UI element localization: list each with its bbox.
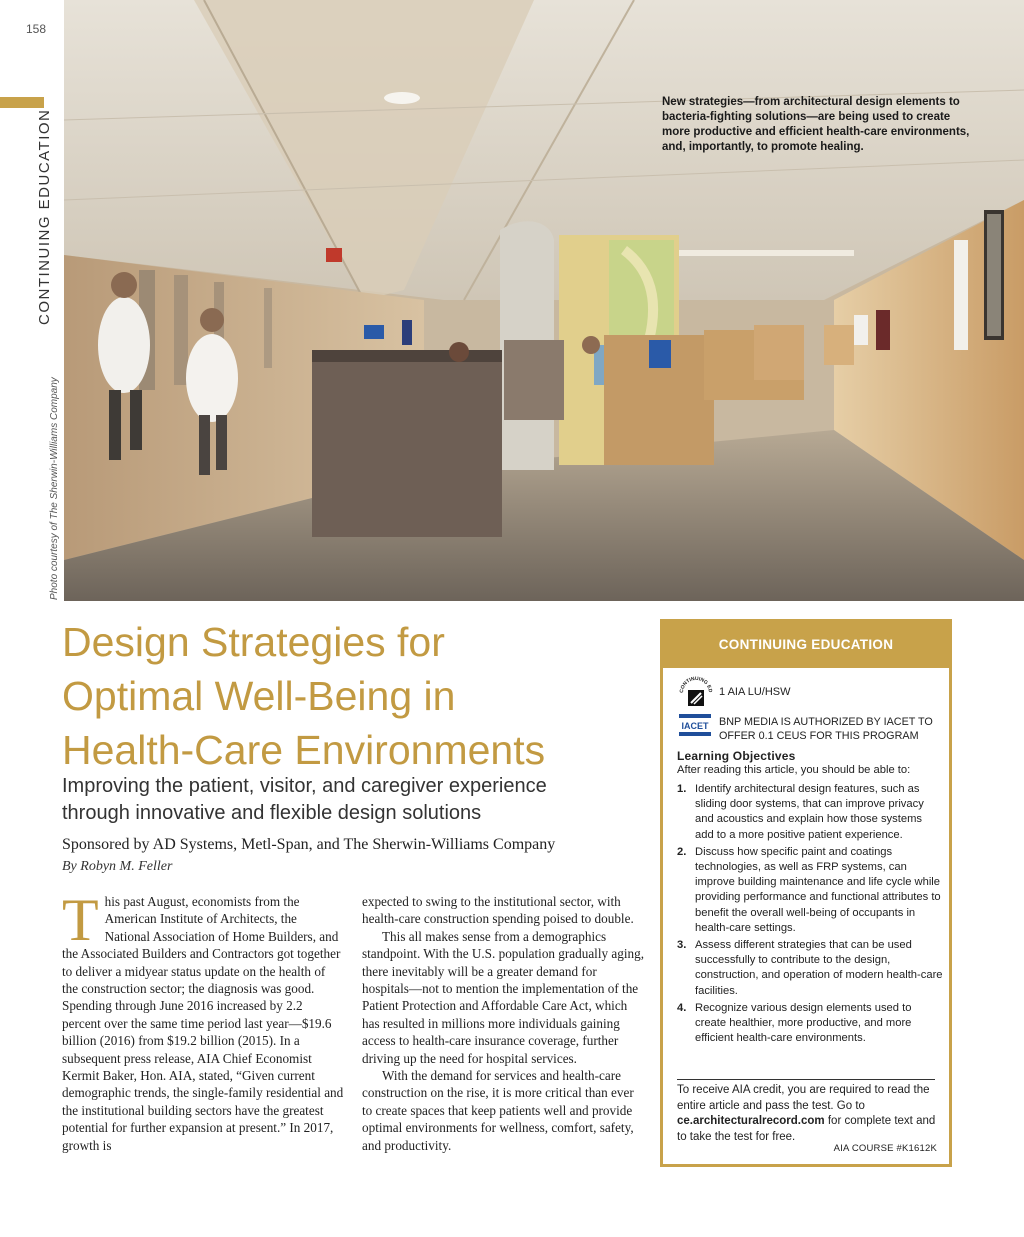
learning-objectives-intro: After reading this article, you should be able to: (677, 764, 911, 776)
article-subtitle (62, 773, 652, 827)
body-column-2 (362, 893, 644, 1154)
byline: By Robyn M. Feller (62, 859, 173, 874)
ce-website-link[interactable]: ce.architecturalrecord.com (677, 1115, 825, 1127)
body-column-1 (62, 887, 344, 1154)
gold-tab-marker (0, 97, 44, 108)
objective-text: Discuss how specific paint and coatings technologies, as well as FRP systems, can improve building maintenance and life cycle while providing performance and functional attributes to benefit the overall well-being of occupants in health-care settings. (695, 845, 941, 934)
page-number: 158 (26, 22, 47, 36)
article-title (62, 615, 642, 777)
body-paragraph: With the demand for services and health-care construction on the rise, it is more critical than ever to create spaces that keep patients well and provide optimal environments for wellness, comfort, safety, and productivity. (362, 1068, 634, 1153)
objective-item (677, 938, 943, 999)
objective-number: 1. (677, 783, 687, 795)
title-line-3: Health-Care Environments (62, 727, 546, 773)
hero-photo (64, 0, 1024, 601)
objective-item (677, 782, 943, 843)
credit-text: for complete text and to take the test for free. (677, 1115, 936, 1143)
objective-item (677, 1001, 943, 1047)
objective-text: Identify architectural design features, such as sliding door systems, that can improve privacy and acoustics and explain how those systems add to a more positive patient experience. (695, 783, 924, 841)
iacet-statement: BNP MEDIA IS AUTHORIZED BY IACET TO OFFER 0.1 CEUS FOR THIS PROGRAM (719, 716, 933, 742)
body-paragraph: expected to swing to the institutional sector, with health-care construction spending poised to double. (362, 894, 634, 927)
photo-caption: New strategies—from architectural design elements to bacteria-fighting solutions—are being used to create more productive and efficient health-care environments, and, importantly, to promote healing. (662, 96, 970, 153)
learning-objectives-heading: Learning Objectives (677, 749, 796, 763)
learning-objectives-list (677, 782, 943, 1048)
ce-box-header: CONTINUING EDUCATION (663, 622, 949, 668)
aia-logo-text: CONTINUING ED (679, 675, 713, 694)
objective-number: 3. (677, 939, 687, 952)
credit-text: To receive AIA credit, you are required to read the entire article and pass the test. Go to (677, 1084, 930, 1112)
objective-text: Recognize various design elements used to create healthier, more productive, and more efficient health-care environments. (695, 1001, 912, 1045)
iacet-logo-icon (679, 714, 711, 743)
iacet-logo-text: IACET (681, 721, 709, 731)
body-paragraph: This all makes sense from a demographics standpoint. With the U.S. population gradually aging, there inevitably will be a greater demand for hospitals—not to mention the implementation of the Patient Protection and Affordable Care Act, which has resulted in millions more individuals gaining access to health-care insurance coverage, further driving up the need for hospital services. (362, 928, 644, 1066)
vertical-section-label: CONTINUING EDUCATION (36, 108, 53, 325)
objective-text: Assess different strategies that can be used successfully to contribute to the design, construction, and operation of modern health-care facilities. (695, 939, 943, 997)
drop-cap: T (62, 887, 99, 953)
hospital-corridor-illustration (64, 0, 1024, 601)
subtitle-line-2: through innovative and flexible design solutions (62, 802, 482, 824)
body-paragraph: his past August, economists from the American Institute of Architects, the National Association of Home Builders, and the Associated Builders and Contractors got together to deliver a midyear status update on the health of the construction sector; the diagnosis was good. Spending through June 2016 increased by 2.2 percent over the same time period last year—$19.6 billion (2016) from $19.2 billion (2015). In a subsequent press release, AIA Chief Economist Kermit Baker, Hon. AIA, stated, “Given current demographic trends, the single-family residential and the institutional building sectors have the greatest potential for further expansion at present.” In 2017, growth is (62, 894, 344, 1153)
photo-credit: Photo courtesy of The Sherwin-Williams Company (49, 377, 60, 600)
title-line-1: Design Strategies for (62, 619, 445, 665)
ce-divider (677, 1079, 935, 1080)
aia-credit: 1 AIA LU/HSW (719, 686, 791, 698)
sponsor-line: Sponsored by AD Systems, Metl-Span, and The Sherwin-Williams Company (62, 836, 556, 853)
aia-ce-logo-icon (679, 673, 713, 714)
objective-number: 4. (677, 1001, 687, 1014)
objective-item (677, 845, 943, 936)
credit-instructions (677, 1083, 945, 1145)
title-line-2: Optimal Well-Being in (62, 673, 456, 719)
course-number: AIA COURSE #K1612K (833, 1143, 937, 1154)
subtitle-line-1: Improving the patient, visitor, and caregiver experience (62, 775, 547, 797)
continuing-education-box (660, 619, 952, 1167)
objective-number: 2. (677, 845, 687, 858)
